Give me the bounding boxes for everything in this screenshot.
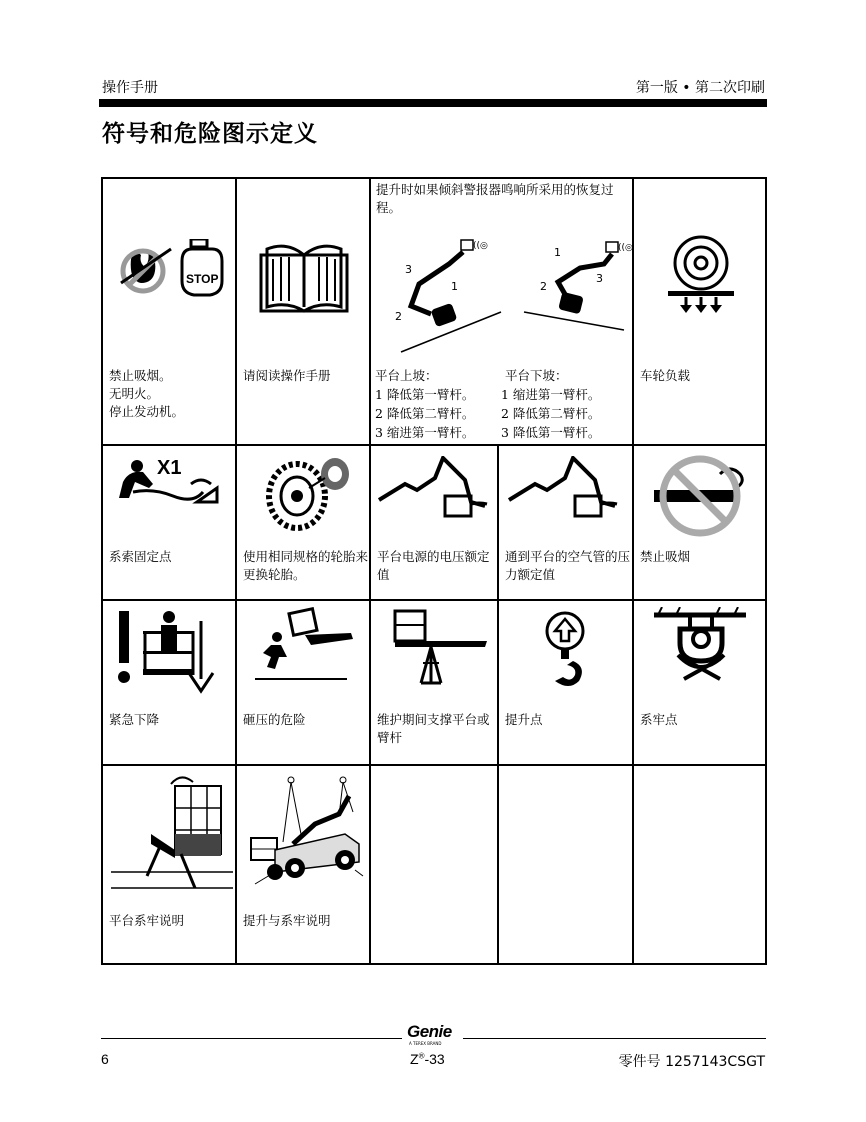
cell-tire-replacement <box>236 445 370 600</box>
uphill-step-2: 2 降低第二臂杆。 <box>375 406 475 421</box>
cell-emergency-lowering <box>102 600 236 765</box>
cell-lanyard-anchor <box>102 445 236 600</box>
book-icon <box>259 241 349 313</box>
up-label-3: 3 <box>405 263 412 276</box>
page-title: 符号和危险图示定义 <box>102 121 318 147</box>
cell-tie-down-point <box>633 600 766 765</box>
cell-platform-tie-down <box>102 765 236 964</box>
caption-emergency-lowering: 紧急下降 <box>109 712 160 727</box>
caption-wheel-load: 车轮负载 <box>640 368 691 383</box>
cell-empty-2 <box>498 765 633 964</box>
tire-icon <box>259 452 359 532</box>
model-name: Z®-33 <box>410 1051 445 1067</box>
tilt-recovery-note: 提升时如果倾斜警报器鸣响所采用的恢复过程。 <box>376 182 614 215</box>
maintenance-support-icon <box>391 607 491 687</box>
crush-hazard-icon <box>251 607 361 683</box>
footer-rule-right <box>463 1038 766 1039</box>
caption-lifting-point: 提升点 <box>505 712 543 727</box>
platform-downhill-figure <box>516 234 636 354</box>
caption-no-smoking: 禁止吸烟。 无明火。 停止发动机。 <box>109 368 185 419</box>
emergency-lowering-icon <box>111 607 231 697</box>
uphill-title: 平台上坡： <box>375 368 438 383</box>
cell-crush-hazard <box>236 600 370 765</box>
symbol-table <box>101 177 767 965</box>
up-label-2: 2 <box>395 310 402 323</box>
downhill-step-1: 1 缩进第一臂杆。 <box>501 387 601 402</box>
down-label-1: 1 <box>554 246 561 259</box>
platform-uphill-figure <box>391 234 511 354</box>
cell-lifting-point <box>498 600 633 765</box>
downhill-step-2: 2 降低第二臂杆。 <box>501 406 601 421</box>
uphill-step-3: 3 缩进第一臂杆。 <box>375 425 475 440</box>
down-label-3: 3 <box>596 272 603 285</box>
cell-no-smoking-stop <box>102 178 236 445</box>
platform-tie-down-figure <box>111 772 233 900</box>
cell-lift-and-tie-down <box>236 765 370 964</box>
caption-platform-tie-down: 平台系牢说明 <box>109 913 185 928</box>
platform-voltage-icon <box>375 456 497 522</box>
cell-empty-1 <box>370 765 498 964</box>
caption-support-maintenance: 维护期间支撑平台或臂杆 <box>377 712 490 745</box>
genie-logo: Genie <box>407 1022 452 1041</box>
cell-support-during-maintenance <box>370 600 498 765</box>
page-number: 6 <box>101 1051 109 1067</box>
header-rule <box>99 99 767 107</box>
uphill-step-1: 1 降低第一臂杆。 <box>375 387 475 402</box>
cell-tilt-alarm-recovery <box>370 178 633 445</box>
header-edition: 第一版 • 第二次印刷 <box>635 80 765 96</box>
caption-read-manual: 请阅读操作手册 <box>243 368 331 383</box>
svg-text:((◎: ((◎ <box>618 243 633 253</box>
caption-tire-replacement: 使用相同规格的轮胎来更换轮胎。 <box>243 549 369 582</box>
caption-no-smoking-2: 禁止吸烟 <box>640 549 691 564</box>
air-line-pressure-icon <box>505 456 627 522</box>
wheel-load-icon <box>666 235 736 315</box>
header-manual-title: 操作手册 <box>102 80 158 96</box>
cell-read-manual <box>236 178 370 445</box>
cell-platform-voltage <box>370 445 498 600</box>
up-label-1: 1 <box>451 280 458 293</box>
caption-air-line-pressure: 通到平台的空气管的压力额定值 <box>505 549 631 582</box>
downhill-step-3: 3 降低第一臂杆。 <box>501 425 601 440</box>
caption-tie-down-point: 系牢点 <box>640 712 678 727</box>
caption-lanyard-anchor: 系索固定点 <box>109 549 172 564</box>
part-number: 零件号 1257143CSGT <box>618 1054 765 1070</box>
downhill-instructions <box>501 366 600 442</box>
cell-empty-3 <box>633 765 766 964</box>
stop-text: STOP <box>186 272 219 286</box>
cell-wheel-load <box>633 178 766 445</box>
uphill-instructions <box>375 366 474 442</box>
svg-text:((◎: ((◎ <box>473 241 488 251</box>
lift-tie-down-figure <box>245 772 367 900</box>
lanyard-anchor-icon <box>113 452 228 507</box>
lifting-point-icon <box>539 609 599 689</box>
tie-down-point-icon <box>650 607 750 687</box>
down-label-2: 2 <box>540 280 547 293</box>
cell-air-line-pressure <box>498 445 633 600</box>
cell-no-smoking <box>633 445 766 600</box>
caption-platform-voltage: 平台电源的电压额定值 <box>377 549 490 582</box>
x1-label: X1 <box>157 457 182 479</box>
footer-rule-left <box>101 1038 402 1039</box>
caption-crush-hazard: 砸压的危险 <box>243 712 306 727</box>
no-smoking-icon <box>650 452 750 538</box>
genie-logo-subtext: A TEREX BRAND <box>409 1041 442 1046</box>
downhill-title: 平台下坡： <box>505 368 568 383</box>
no-smoking-stop-engine-icon <box>113 239 228 299</box>
caption-lift-tie-down: 提升与系牢说明 <box>243 913 331 928</box>
